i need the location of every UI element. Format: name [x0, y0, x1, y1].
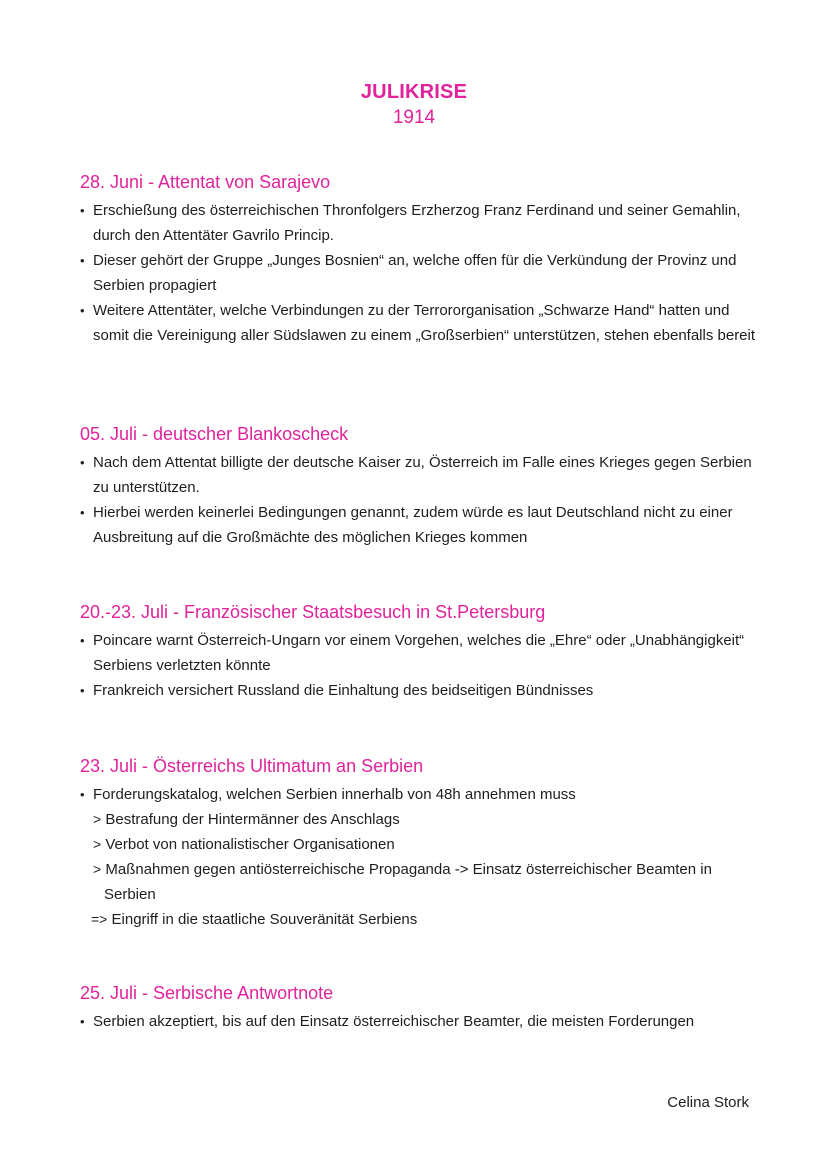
sub-marker: > — [93, 836, 102, 852]
list-item: • Nach dem Attentat billigte der deutsche Kaiser zu, Österreich im Falle eines Krieges gegen Serbien zu unterstützen. — [80, 450, 760, 500]
list-item: • Forderungskatalog, welchen Serbien innerhalb von 48h annehmen muss — [80, 782, 760, 807]
sub-item-text: Maßnahmen gegen antiösterreichische Propaganda -> Einsatz österreichischer Beamten in Serbien — [104, 861, 712, 903]
sub-marker: > — [93, 811, 102, 827]
sub-item — [80, 857, 760, 907]
conclusion-text: Eingriff in die staatliche Souveränität Serbiens — [111, 911, 418, 928]
sub-marker: > — [93, 861, 102, 877]
section-heading: 28. Juni - Attentat von Sarajevo — [80, 172, 331, 192]
list-item: • Serbien akzeptiert, bis auf den Einsatz österreichischer Beamter, die meisten Forderungen — [80, 1009, 760, 1034]
author-name: Celina Stork — [667, 1094, 749, 1111]
conclusion-marker: => — [91, 911, 108, 927]
conclusion — [80, 907, 760, 932]
bullet-list — [80, 782, 760, 807]
list-item: • Hierbei werden keinerlei Bedingungen genannt, zudem würde es laut Deutschland nicht zu einer Ausbreitung auf die Großmächte des möglichen Krieges kommen — [80, 500, 760, 550]
section-ultimatum — [80, 754, 760, 932]
list-item: • Frankreich versichert Russland die Einhaltung des beidseitigen Bündnisses — [80, 678, 760, 703]
bullet-list — [80, 1009, 760, 1034]
sub-item-text: Verbot von nationalistischer Organisationen — [105, 836, 395, 853]
sub-item-text: Bestrafung der Hintermänner des Anschlags — [105, 811, 400, 828]
sub-item — [80, 832, 760, 857]
section-staatsbesuch — [80, 600, 760, 703]
list-item: • Poincare warnt Österreich-Ungarn vor einem Vorgehen, welches die „Ehre“ oder „Unabhängigkeit“ Serbiens verletzten könnte — [80, 628, 760, 678]
section-heading: 25. Juli - Serbische Antwortnote — [80, 983, 334, 1003]
sub-item — [80, 807, 760, 832]
bullet-list — [80, 198, 760, 348]
section-heading: 23. Juli - Österreichs Ultimatum an Serbien — [80, 756, 424, 776]
section-attentat-sarajevo — [80, 170, 760, 348]
section-antwortnote — [80, 981, 760, 1034]
section-heading: 20.-23. Juli - Französischer Staatsbesuch in St.Petersburg — [80, 602, 546, 622]
list-item: • Dieser gehört der Gruppe „Junges Bosnien“ an, welche offen für die Verkündung der Provinz und Serbien propagiert — [80, 248, 760, 298]
bullet-list — [80, 628, 760, 703]
document-year: 1914 — [392, 107, 436, 128]
document-title: JULIKRISE — [360, 81, 468, 103]
bullet-list — [80, 450, 760, 550]
title-block — [0, 80, 828, 130]
section-blankoscheck — [80, 422, 760, 550]
list-item: • Erschießung des österreichischen Thronfolgers Erzherzog Franz Ferdinand und seiner Gemahlin, durch den Attentäter Gavrilo Princip. — [80, 198, 760, 248]
list-item: • Weitere Attentäter, welche Verbindungen zu der Terrororganisation „Schwarze Hand“ hatten und somit die Vereinigung aller Südslawen zu einem „Großserbien“ unterstützen, stehen ebenfalls bereit — [80, 298, 760, 348]
section-heading: 05. Juli - deutscher Blankoscheck — [80, 424, 349, 444]
